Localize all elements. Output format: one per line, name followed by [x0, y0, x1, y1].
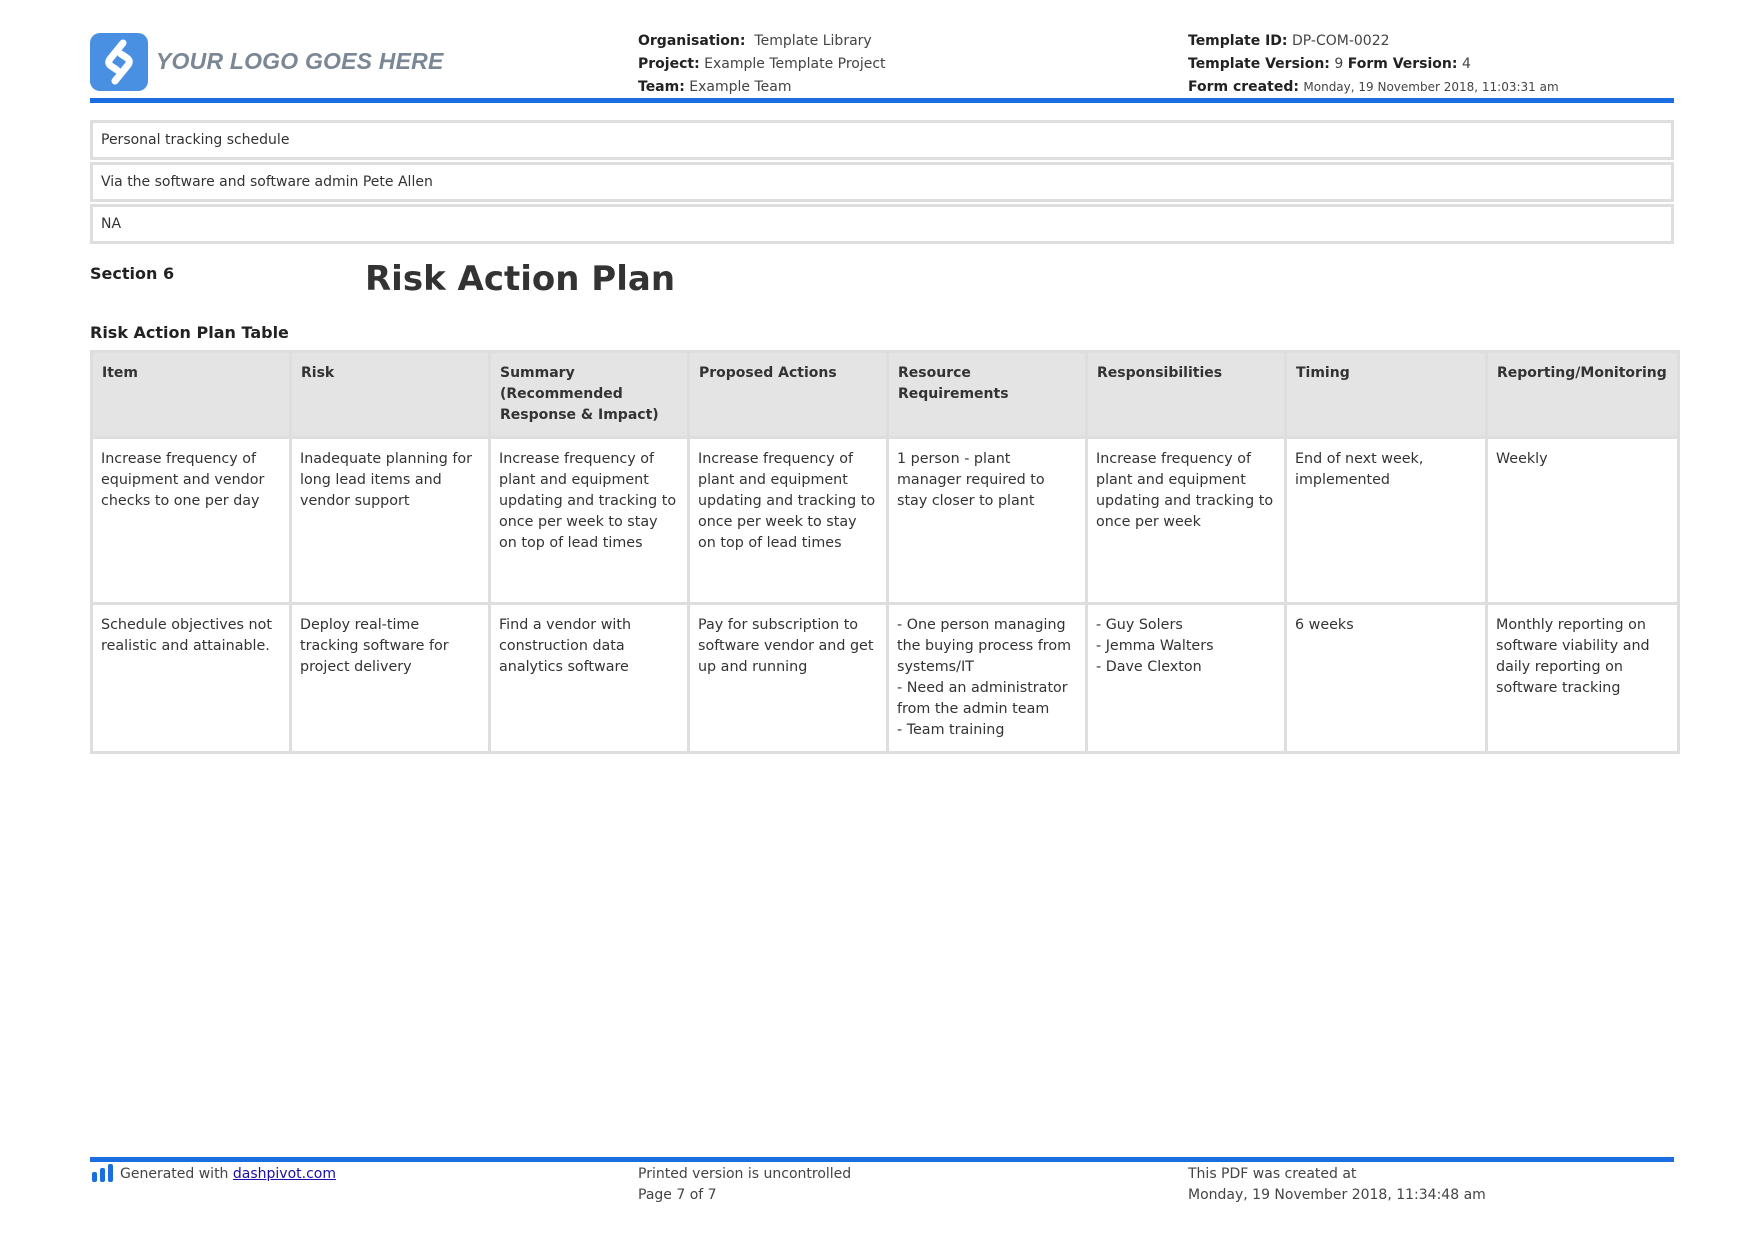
table-title: Risk Action Plan Table: [90, 323, 289, 342]
dashpivot-bars-icon: [92, 1164, 114, 1189]
table-cell: Weekly: [1488, 439, 1677, 602]
responsible-person: - Dave Clexton: [1096, 659, 1202, 675]
project-line: Project: Example Template Project: [638, 56, 886, 72]
resource-line: - Need an administrator from the admin team: [897, 680, 1068, 717]
resource-line: - Team training: [897, 722, 1005, 738]
column-header-reporting: Reporting/Monitoring: [1488, 353, 1677, 436]
logo-icon: [90, 33, 148, 91]
version-line: Template Version: 9 Form Version: 4: [1188, 56, 1471, 72]
logo-text: YOUR LOGO GOES HERE: [156, 48, 444, 74]
table-cell: Increase frequency of plant and equipment updating and tracking to once per week to stay on top of lead times: [690, 439, 886, 602]
table-cell: Pay for subscription to software vendor and get up and running: [690, 605, 886, 751]
table-cell: Monthly reporting on software viability and daily reporting on software tracking: [1488, 605, 1677, 751]
resource-line: - One person managing the buying process from systems/IT: [897, 617, 1072, 675]
table-cell: Schedule objectives not realistic and attainable.: [93, 605, 289, 751]
footer-center: [638, 1164, 851, 1206]
column-header-responsibilities: Responsibilities: [1088, 353, 1284, 436]
table-cell: 1 person - plant manager required to stay closer to plant: [889, 439, 1085, 602]
table-cell: 6 weeks: [1287, 605, 1485, 751]
info-box-tracking: Personal tracking schedule: [90, 120, 1674, 160]
info-box-na: NA: [90, 204, 1674, 244]
section-title: Risk Action Plan: [365, 259, 676, 299]
risk-action-plan-table: [90, 350, 1680, 754]
column-header-summary: Summary (Recommended Response & Impact): [491, 353, 687, 436]
table-cell: [889, 605, 1085, 751]
table-cell: End of next week, implemented: [1287, 439, 1485, 602]
form-created-line: Form created: Monday, 19 November 2018, 11:03:31 am: [1188, 79, 1559, 95]
table-row: [93, 439, 1677, 602]
page-number: Page 7 of 7: [638, 1187, 717, 1203]
footer-generated: [92, 1164, 336, 1189]
column-header-proposed-actions: Proposed Actions: [690, 353, 886, 436]
column-header-item: Item: [93, 353, 289, 436]
column-header-resource-requirements: Resource Requirements: [889, 353, 1085, 436]
table-cell: Inadequate planning for long lead items and vendor support: [292, 439, 488, 602]
table-cell: Find a vendor with construction data analytics software: [491, 605, 687, 751]
generated-prefix: Generated with: [120, 1166, 229, 1182]
column-header-risk: Risk: [292, 353, 488, 436]
table-header-row: [93, 353, 1677, 436]
template-id-line: Template ID: DP-COM-0022: [1188, 33, 1390, 49]
header-meta-project: [638, 30, 886, 99]
dashpivot-link[interactable]: dashpivot.com: [232, 1166, 336, 1182]
table-cell: Increase frequency of equipment and vendor checks to one per day: [93, 439, 289, 602]
table-cell: Deploy real-time tracking software for project delivery: [292, 605, 488, 751]
header-meta-template: [1188, 30, 1559, 99]
team-line: Team: Example Team: [638, 79, 792, 95]
table-cell: Increase frequency of plant and equipment updating and tracking to once per week: [1088, 439, 1284, 602]
header-divider: [90, 98, 1674, 103]
footer-created: [1188, 1164, 1486, 1206]
column-header-timing: Timing: [1287, 353, 1485, 436]
created-timestamp: Monday, 19 November 2018, 11:34:48 am: [1188, 1187, 1486, 1203]
table-cell: Increase frequency of plant and equipment updating and tracking to once per week to stay on top of lead times: [491, 439, 687, 602]
organisation-line: Organisation: Template Library: [638, 33, 872, 49]
info-box-admin: Via the software and software admin Pete Allen: [90, 162, 1674, 202]
page-header: [90, 26, 1674, 102]
uncontrolled-notice: Printed version is uncontrolled: [638, 1166, 852, 1182]
table-row: [93, 605, 1677, 751]
responsible-person: - Jemma Walters: [1096, 638, 1214, 654]
section-label: Section 6: [90, 264, 175, 283]
table-cell: [1088, 605, 1284, 751]
responsible-person: - Guy Solers: [1096, 617, 1183, 633]
footer-divider: [90, 1157, 1674, 1162]
created-prefix: This PDF was created at: [1188, 1166, 1357, 1182]
